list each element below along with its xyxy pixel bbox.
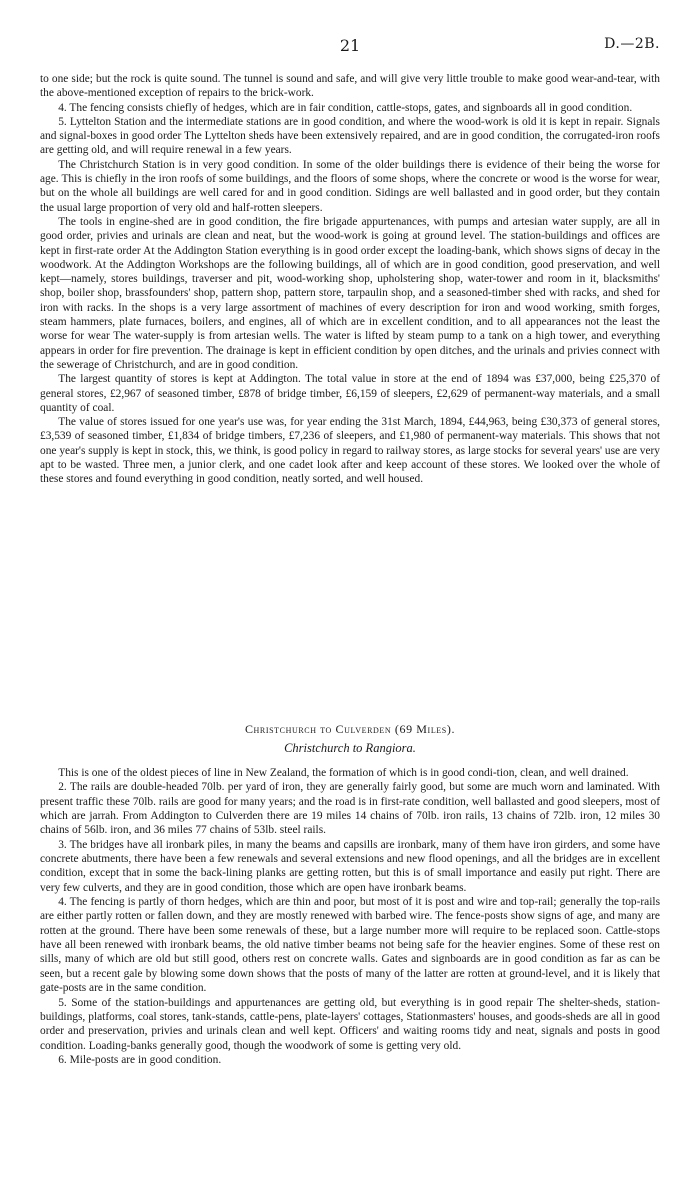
document-reference: D.—2B.	[604, 36, 660, 52]
paragraph: 2. The rails are double-headed 70lb. per yard of iron, they are generally fairly good, but some are much worn and laminated. With present traffic these 70lb. rails are good for many years; and the road is in first-rate condition, well ballasted and good sleepers, most of which are jarrah. From Addington to Culverden there are 19 miles 14 chains of 70lb. iron rails, 13 chains of 72lb. iron, 12 miles 30 chains of 56lb. iron, and 36 miles 77 chains of 53lb. steel rails.	[40, 781, 660, 837]
section-title: Christchurch to Culverden (69 Miles).	[244, 722, 456, 736]
page-number: 21	[339, 36, 361, 55]
page-header	[40, 36, 660, 56]
paragraph: 3. The bridges have all ironbark piles, in many the beams and capsills are ironbark, many of them have iron girders, and some have concrete abutments, there have been a few renewals and several extensions and new flood openings, and all the bridges are in excellent condition, except that in some the back-lining planks are getting rotten, but this is of small importance and easily put right. There are very few culverts, and they are in good condition, those which are open have ironbark beams.	[40, 838, 660, 894]
paragraph: 6. Mile-posts are in good condition.	[58, 1053, 222, 1066]
body-text-top	[40, 72, 660, 487]
paragraph: The largest quantity of stores is kept at Addington. The total value in store at the end of 1894 was £37,000, being £25,370 of general stores, £2,967 of seasoned timber, £878 of bridge timber, £6,159 of sleepers, £2,629 of permanent-way materials, and a small quantity of coal.	[40, 373, 660, 414]
paragraph: 4. The fencing is partly of thorn hedges, which are thin and poor, but most of it is post and wire and top-rail; generally the top-rails are either partly rotten or fallen down, and they are mostly renewed with barbed wire. The fence-posts show signs of age, and many are rotten at the ground. There have been some renewals of these, but a large number more will require to be replaced soon. Cattle-stops have all been renewed with ironbark beams, the old native timber beams not being safe for the heavier engines. Some of these rest on sills, many of which are old but still good, others rest on concrete walls. Gates and signboards are in good condition as far as can be seen, but a recent gale by blowing some down shows that the posts of many of the latter are rotten at ground-level, and it is likely that gate-posts are in the same condition.	[40, 896, 660, 995]
paragraph: to one side; but the rock is quite sound. The tunnel is sound and safe, and will give very little trouble to make good wear-and-tear, with the above-mentioned exception of repairs to the brick-work.	[40, 73, 660, 100]
paragraph: The value of stores issued for one year's use was, for year ending the 31st March, 1894, £44,963, being £30,373 of general stores, £3,539 of seasoned timber, £1,834 of bridge timbers, £7,236 of sleepers, and £1,980 of permanent-way materials. This shows that not one year's supply is kept in stock, this, we think, is good policy in regard to railway stores, as large stocks for several years' use are very apt to be wasted. Three men, a junior clerk, and one cadet look after and keep account of these stores. We looked over the whole of these stores and found everything in good condition, neatly sorted, and well housed.	[40, 416, 660, 486]
section-subtitle: Christchurch to Rangiora.	[284, 741, 416, 755]
body-text-bottom	[40, 766, 660, 1067]
paragraph: 5. Some of the station-buildings and appurtenances are getting old, but everything is in good repair The shelter-sheds, station-buildings, platforms, coal stores, tank-stands, cattle-pens, plate-layers' cottages, Stationmasters' houses, and goods-sheds are all in good order and preservation, privies and urinals clean and well kept. Officers' and waiting rooms tidy and neat, signals and posts in good condition. Loading-banks generally good, though the woodwork of some is getting very old.	[40, 996, 660, 1052]
paragraph: The tools in engine-shed are in good condition, the fire brigade appurtenances, with pumps and artesian water supply, are all in good order, privies and urinals are clean and neat, but the wood-work is going at ground level. The station-buildings and offices are kept in first-rate order At the Addington Station everything is in good order except the loading-bank, which shows signs of decay in the woodwork. At the Addington Workshops are the following buildings, all of which are in good condition, good preservation, and well kept—namely, stores buildings, traverser and pit, wood-working shop, upholstering shop, water-tower and room in it, blacksmiths' shop, boiler shop, brassfounders' shop, pattern shop, pattern store, tarpaulin shop, and a seasoned-timber shed with racks, and shed for iron with racks. In the shops is a very large assortment of machines of every description for iron and wood working, smith forges, steam hammers, plate furnaces, boilers, and engines, all of which are in excellent condition, and to all appearances not the least the worse for wear The water-supply is from artesian wells. The water is lifted by steam pump to a tank on a high tower, and everything appears in order for fire prevention. The drainage is kept in efficient condition by open ditches, and the urinals and privies connect with the sewerage of Christchurch, and are in good condition.	[40, 215, 660, 371]
paragraph: 4. The fencing consists chiefly of hedges, which are in fair condition, cattle-stops, gates, and signboards all in good condition.	[58, 101, 633, 114]
paragraph: The Christchurch Station is in very good condition. In some of the older buildings there is evidence of their being the worse for age. This is chiefly in the iron roofs of some buildings, and the floors of some shops, where the concrete or wood is the worse for wear, but on the whole all buildings are well cared for and in good condition. Sidings are well ballasted and in good order, but they contain the usual large proportion of very old and half-rotten sleepers.	[40, 158, 660, 214]
paragraph: This is one of the oldest pieces of line in New Zealand, the formation of which is in good condi-tion, clean, and well drained.	[58, 767, 629, 779]
paragraph: 5. Lyttelton Station and the intermediate stations are in good condition, and where the wood-work is old it is kept in repair. Signals and signal-boxes in good order The Lyttelton sheds have been extensively repaired, and are in good condition, the corrugated-iron roofs are getting old, and will require renewal in a few years.	[40, 115, 660, 157]
